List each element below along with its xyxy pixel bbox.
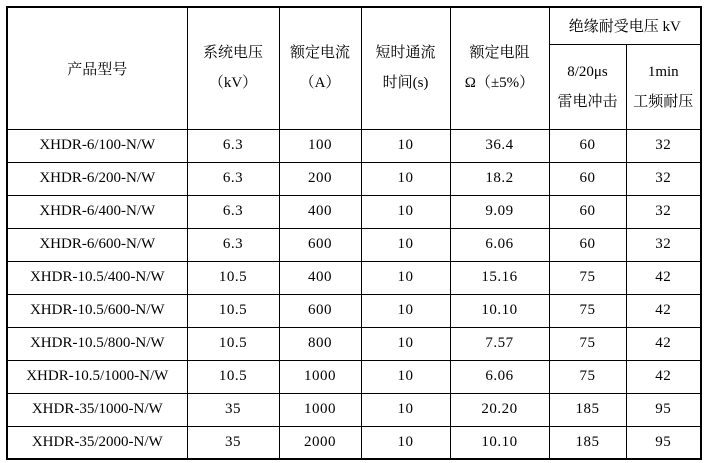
cell-system-voltage: 10.5 <box>187 360 279 393</box>
cell-product-model: XHDR-6/600-N/W <box>7 228 187 261</box>
cell-product-model: XHDR-10.5/400-N/W <box>7 261 187 294</box>
header-rated-current-line2: （A） <box>299 75 341 92</box>
cell-product-model: XHDR-6/400-N/W <box>7 195 187 228</box>
spec-table <box>6 6 702 460</box>
cell-lightning-impulse: 185 <box>549 393 626 426</box>
cell-lightning-impulse: 60 <box>549 129 626 162</box>
cell-rated-current: 400 <box>279 261 361 294</box>
cell-lightning-impulse: 75 <box>549 360 626 393</box>
cell-system-voltage: 35 <box>187 393 279 426</box>
cell-product-model: XHDR-10.5/600-N/W <box>7 294 187 327</box>
header-insulation-withstand-label: 绝缘耐受电压 kV <box>568 19 681 36</box>
header-power-frequency <box>626 44 701 129</box>
cell-rated-current: 800 <box>279 327 361 360</box>
table-row <box>7 162 701 195</box>
cell-product-model: XHDR-35/1000-N/W <box>7 393 187 426</box>
cell-power-frequency: 95 <box>626 393 701 426</box>
cell-power-frequency: 32 <box>626 162 701 195</box>
cell-lightning-impulse: 75 <box>549 294 626 327</box>
header-lightning-impulse-line1: 8/20μs <box>567 63 608 80</box>
cell-rated-resistance: 7.57 <box>450 327 549 360</box>
cell-lightning-impulse: 60 <box>549 195 626 228</box>
table-row <box>7 360 701 393</box>
cell-lightning-impulse: 75 <box>549 261 626 294</box>
cell-rated-resistance: 18.2 <box>450 162 549 195</box>
cell-rated-current: 2000 <box>279 426 361 459</box>
cell-product-model: XHDR-6/100-N/W <box>7 129 187 162</box>
header-lightning-impulse <box>549 44 626 129</box>
cell-short-time: 10 <box>361 360 450 393</box>
header-rated-resistance-line1: 额定电阻 <box>469 45 530 62</box>
cell-rated-resistance: 6.06 <box>450 360 549 393</box>
cell-system-voltage: 10.5 <box>187 294 279 327</box>
cell-product-model: XHDR-6/200-N/W <box>7 162 187 195</box>
cell-product-model: XHDR-10.5/1000-N/W <box>7 360 187 393</box>
cell-short-time: 10 <box>361 294 450 327</box>
cell-lightning-impulse: 185 <box>549 426 626 459</box>
cell-short-time: 10 <box>361 129 450 162</box>
cell-power-frequency: 32 <box>626 195 701 228</box>
header-product-model <box>7 7 187 129</box>
header-short-time-current <box>361 7 450 129</box>
cell-power-frequency: 42 <box>626 327 701 360</box>
cell-system-voltage: 6.3 <box>187 228 279 261</box>
table-row <box>7 228 701 261</box>
cell-rated-current: 1000 <box>279 393 361 426</box>
cell-lightning-impulse: 60 <box>549 162 626 195</box>
cell-rated-resistance: 10.10 <box>450 294 549 327</box>
cell-system-voltage: 10.5 <box>187 261 279 294</box>
header-short-time-current-line1: 短时通流 <box>375 45 436 62</box>
cell-rated-current: 400 <box>279 195 361 228</box>
cell-power-frequency: 95 <box>626 426 701 459</box>
cell-power-frequency: 32 <box>626 228 701 261</box>
cell-rated-resistance: 10.10 <box>450 426 549 459</box>
cell-short-time: 10 <box>361 195 450 228</box>
header-rated-resistance-line2: Ω（±5%） <box>464 75 535 92</box>
header-rated-current-line1: 额定电流 <box>289 45 350 62</box>
header-system-voltage <box>187 7 279 129</box>
cell-short-time: 10 <box>361 162 450 195</box>
cell-rated-current: 600 <box>279 294 361 327</box>
cell-power-frequency: 42 <box>626 294 701 327</box>
cell-system-voltage: 6.3 <box>187 195 279 228</box>
table-row <box>7 327 701 360</box>
cell-product-model: XHDR-35/2000-N/W <box>7 426 187 459</box>
header-product-model-label: 产品型号 <box>67 61 128 78</box>
table-row <box>7 261 701 294</box>
cell-rated-current: 200 <box>279 162 361 195</box>
table-row <box>7 129 701 162</box>
header-power-frequency-line1: 1min <box>647 63 679 80</box>
cell-short-time: 10 <box>361 393 450 426</box>
table-row <box>7 393 701 426</box>
cell-power-frequency: 32 <box>626 129 701 162</box>
header-lightning-impulse-line2: 雷电冲击 <box>557 93 618 110</box>
cell-system-voltage: 35 <box>187 426 279 459</box>
cell-power-frequency: 42 <box>626 360 701 393</box>
cell-short-time: 10 <box>361 327 450 360</box>
cell-rated-resistance: 36.4 <box>450 129 549 162</box>
cell-power-frequency: 42 <box>626 261 701 294</box>
header-system-voltage-line1: 系统电压 <box>202 45 263 62</box>
cell-short-time: 10 <box>361 426 450 459</box>
header-rated-current <box>279 7 361 129</box>
cell-rated-current: 100 <box>279 129 361 162</box>
header-power-frequency-line2: 工频耐压 <box>633 93 694 110</box>
cell-rated-current: 1000 <box>279 360 361 393</box>
cell-product-model: XHDR-10.5/800-N/W <box>7 327 187 360</box>
table-row <box>7 195 701 228</box>
cell-short-time: 10 <box>361 228 450 261</box>
cell-rated-resistance: 15.16 <box>450 261 549 294</box>
header-system-voltage-line2: （kV） <box>208 75 258 92</box>
cell-short-time: 10 <box>361 261 450 294</box>
cell-system-voltage: 6.3 <box>187 129 279 162</box>
cell-lightning-impulse: 75 <box>549 327 626 360</box>
cell-rated-current: 600 <box>279 228 361 261</box>
table-row <box>7 294 701 327</box>
header-rated-resistance <box>450 7 549 129</box>
cell-lightning-impulse: 60 <box>549 228 626 261</box>
cell-system-voltage: 6.3 <box>187 162 279 195</box>
table-row <box>7 426 701 459</box>
cell-system-voltage: 10.5 <box>187 327 279 360</box>
cell-rated-resistance: 6.06 <box>450 228 549 261</box>
header-short-time-current-line2: 时间(s) <box>382 75 429 92</box>
cell-rated-resistance: 9.09 <box>450 195 549 228</box>
cell-rated-resistance: 20.20 <box>450 393 549 426</box>
header-insulation-withstand-group <box>549 7 701 44</box>
